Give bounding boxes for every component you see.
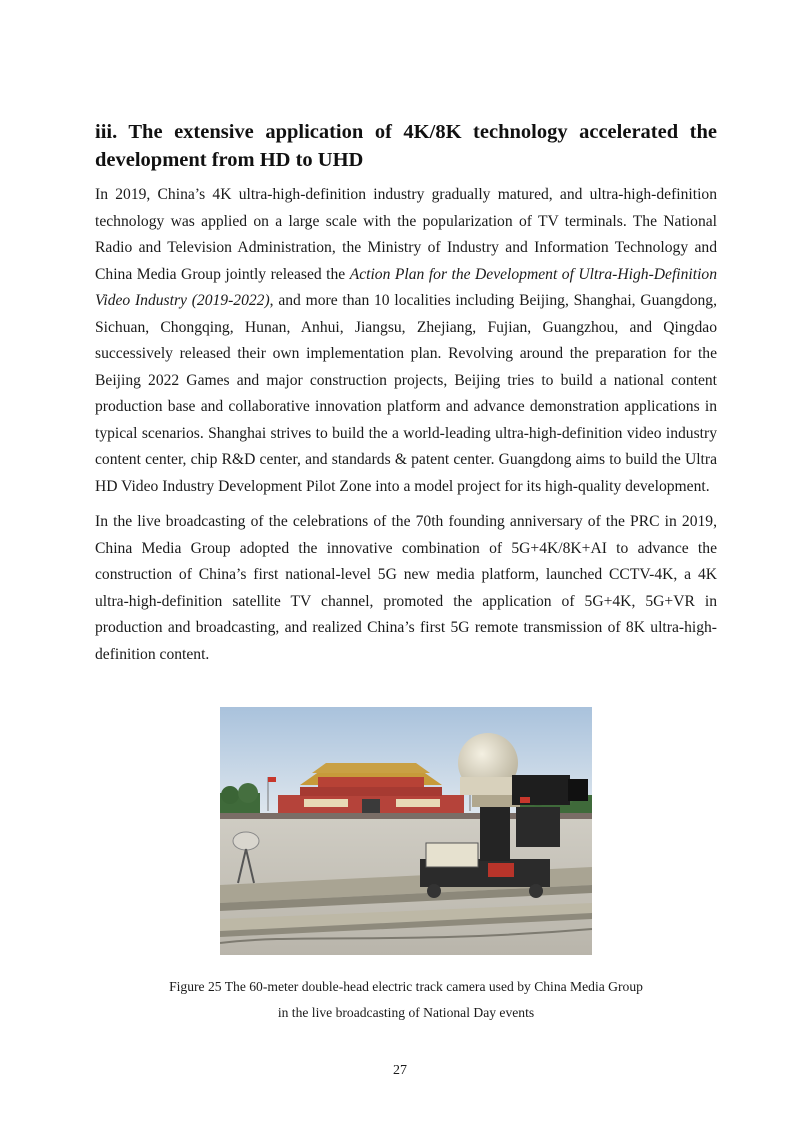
paragraph-text-part1: In 2019, China’s 4K ultra-high-definition industry gradually matured, and ultra-high-definition technology was applied on a large scale with the popularization of TV terminals. The National Radio and Television Administration, the Ministry of Industry and Information Technology and China Media Group jointly released the: [95, 186, 717, 283]
section-heading: iii. The extensive application of 4K/8K technology accelerated the development from HD to UHD: [95, 121, 717, 171]
page-number: 27: [393, 1063, 407, 1078]
paragraph-uhd-industry: [95, 182, 717, 500]
action-plan-title: Action Plan for the Development of Ultra-High-Definition Video Industry (2019-2022): [95, 265, 717, 309]
figure-photo: [220, 707, 592, 955]
track-camera-photo: [220, 707, 592, 955]
paragraph-live-broadcasting: In the live broadcasting of the celebrations of the 70th founding anniversary of the PRC in 2019, China Media Group adopted the innovative combination of 5G+4K/8K+AI to advance the construction of China’s first national-level 5G new media platform, launched CCTV-4K, a 4K ultra-high-definition satellite TV channel, promoted the application of 5G+4K, 5G+VR in production and broadcasting, and realized China’s first 5G remote transmission of 8K ultra-high-definition content.: [95, 513, 717, 663]
document-page: [95, 110, 717, 677]
paragraph-text-part2: , and more than 10 localities including Beijing, Shanghai, Guangdong, Sichuan, Chongqing, Hunan, Anhui, Jiangsu, Zhejiang, Fujian, Guangzhou, and Qingdao successively released their own implementation plan. Revolving around the preparation for the Beijing 2022 Games and major construction projects, Beijing tries to build a national content production base and collaborative innovation platform and advance demonstration applications in typical scenarios. Shanghai strives to build the a world-leading ultra-high-definition video industry content center, chip R&D center, and standards & patent center. Guangdong aims to build the Ultra HD Video Industry Development Pilot Zone into a model project for its high-quality development.: [95, 292, 717, 495]
figure-caption-line1: Figure 25 The 60-meter double-head electric track camera used by China Media Group: [169, 979, 643, 994]
figure-caption-line2: in the live broadcasting of National Day events: [277, 1005, 535, 1020]
